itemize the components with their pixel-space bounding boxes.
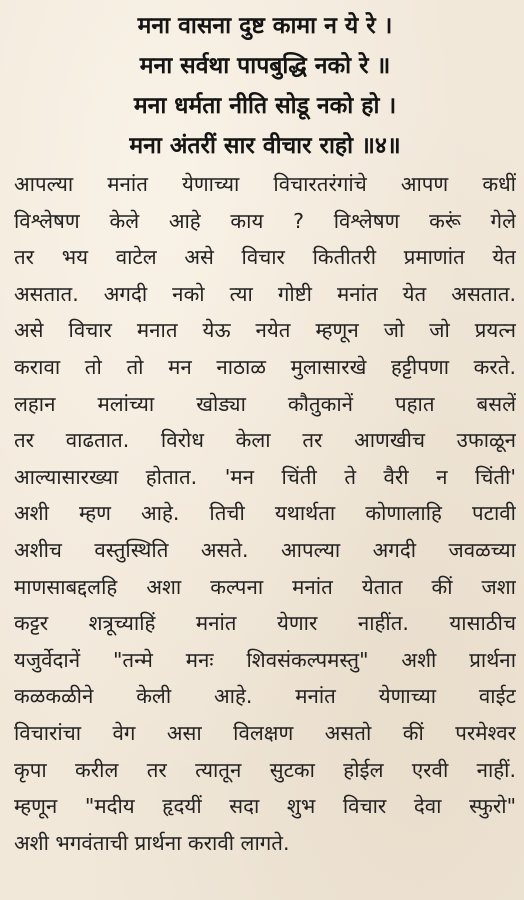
paragraph-line: करावा तो तो मन नाठाळ मुलासारखे हट्टीपणा करते. [14,354,516,379]
commentary-paragraph [14,166,516,861]
verse-line: मना अंतरीं सार वीचार राहो ॥४॥ [129,133,401,159]
verse-line: मना वासना दुष्ट कामा न ये रे । [137,13,393,39]
verse-block [14,6,516,166]
paragraph-line: कृपा करील तर त्यातून सुटका होईल एरवी नाहीं. [14,757,516,782]
paragraph-line: अशीच वस्तुस्थिति असते. आपल्या अगदी जवळच्या [14,537,516,562]
paragraph-line: असतात. अगदी नको त्या गोष्टी मनांत येत असतात. [14,281,516,306]
verse-line: मना धर्मता नीति सोडू नको हो । [133,93,397,119]
paragraph-line: तर वाढतात. विरोध केला तर आणखीच उफाळून [14,428,516,453]
paragraph-line: अशी भगवंताची प्रार्थना करावी लागते. [14,830,290,855]
paragraph-line: आपल्या मनांत येणाच्या विचारतरंगांचे आपण कधीं [14,172,516,196]
paragraph-line: विश्लेषण केले आहे काय ? विश्लेषण करूं गेले [14,208,516,233]
paragraph-line: आल्यासारख्या होतात. 'मन चिंती ते वैरी न चिंती' [14,464,516,489]
paragraph-line: कट्टर शत्रूच्याहिं मनांत येणार नाहींत. यासाठीच [14,611,516,636]
paragraph-line: असे विचार मनात येऊ नयेत म्हणून जो जो प्रयत्न [14,318,516,343]
paragraph-line: तर भय वाटेल असे विचार कितीतरी प्रमाणांत येत [14,245,516,270]
paragraph-line: कळकळीने केली आहे. मनांत येणाच्या वाईट [14,684,516,709]
paragraph-line: अशी म्हण आहे. तिची यथार्थता कोणालाहि पटावी [14,501,516,526]
paragraph-line: माणसाबद्दलहि अशा कल्पना मनांत येतात कीं जशा [14,574,516,599]
paragraph-line: म्हणून "मदीय हृदयीं सदा शुभ विचार देवा स्फुरो" [14,794,516,819]
paragraph-line: लहान मलांच्या खोड्या कौतुकानें पहात बसलें [14,391,516,416]
verse-line: मना सर्वथा पापबुद्धि नको रे ॥ [139,53,391,79]
paragraph-line: यजुर्वेदानें "तन्मे मनः शिवसंकल्पमस्तु" अशी प्रार्थना [14,647,516,672]
paragraph-line: विचारांचा वेग असा विलक्षण असतो कीं परमेश्वर [14,720,516,745]
